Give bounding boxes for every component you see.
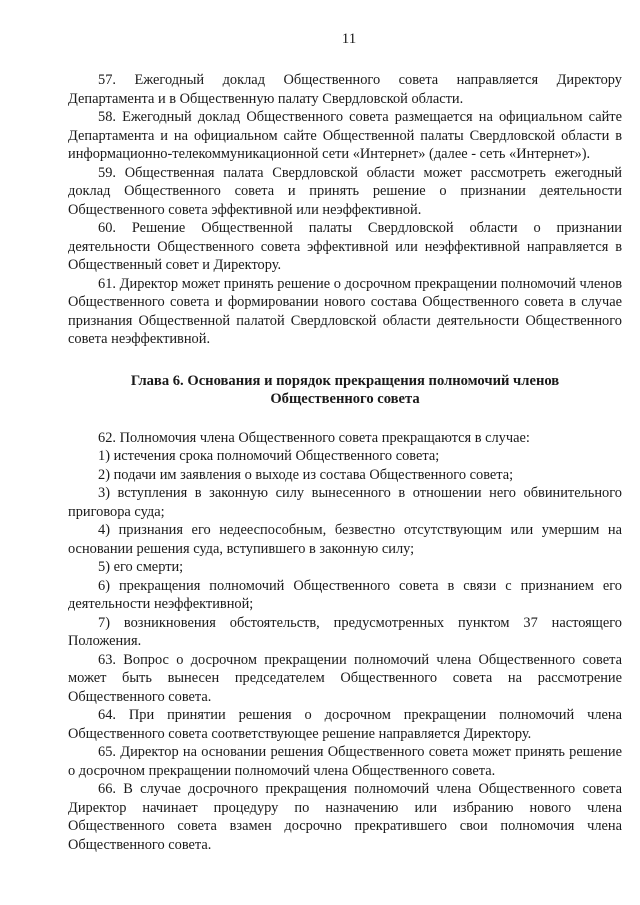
paragraph-59: 59. Общественная палата Свердловской области может рассмотреть ежегодный доклад Общественного совета и принять решение о признании деятельности Общественного совета эффективной или неэффективной. bbox=[68, 164, 622, 218]
list-item-2: 2) подачи им заявления о выходе из состава Общественного совета; bbox=[98, 466, 514, 483]
list-item-6: 6) прекращения полномочий Общественного совета в связи с признанием его деятельности неэффективной; bbox=[68, 577, 622, 612]
paragraph-62: 62. Полномочия члена Общественного совета прекращаются в случае: bbox=[98, 429, 530, 446]
chapter-heading bbox=[68, 372, 622, 408]
chapter-heading-line-1: Глава 6. Основания и порядок прекращения полномочий членов bbox=[130, 372, 560, 389]
paragraph-64: 64. При принятии решения о досрочном прекращении полномочий члена Общественного совета соответствующее решение направляется Директору. bbox=[68, 707, 622, 742]
paragraph-63: 63. Вопрос о досрочном прекращении полномочий члена Общественного совета может быть вынесен председателем Общественного совета на рассмотрение Общественного совета. bbox=[68, 651, 622, 705]
chapter-heading-line-2: Общественного совета bbox=[270, 390, 420, 407]
list-item-1: 1) истечения срока полномочий Общественного совета; bbox=[98, 448, 440, 464]
page-number: 11 bbox=[341, 31, 357, 47]
list-item-4: 4) признания его недееспособным, безвестно отсутствующим или умершим на основании решения суда, вступившего в законную силу; bbox=[68, 522, 622, 557]
list-item-3: 3) вступления в законную силу вынесенного в отношении него обвинительного приговора суда; bbox=[68, 485, 622, 520]
paragraph-60: 60. Решение Общественной палаты Свердловской области о признании деятельности Общественного совета эффективной или неэффективной направляется в Общественный совет и Директору. bbox=[68, 220, 622, 273]
list-item-7: 7) возникновения обстоятельств, предусмотренных пунктом 37 настоящего Положения. bbox=[68, 614, 622, 649]
list-item-5: 5) его смерти; bbox=[98, 559, 184, 575]
document-page bbox=[68, 0, 622, 854]
paragraph-57: 57. Ежегодный доклад Общественного совета направляется Директору Департамента и в Общественную палату Свердловской области. bbox=[68, 72, 622, 107]
paragraph-61: 61. Директор может принять решение о досрочном прекращении полномочий членов Общественного совета и формировании нового состава Общественного совета в случае признания Общественной палатой Свердловской области деятельности Общественного совета неэффективной. bbox=[68, 275, 622, 347]
paragraph-58: 58. Ежегодный доклад Общественного совета размещается на официальном сайте Департамента и на официальном сайте Общественной палаты Свердловской области в информационно-телекоммуникационной сети «Интернет» (далее - сеть «Интернет»). bbox=[68, 109, 622, 162]
paragraph-66: 66. В случае досрочного прекращения полномочий члена Общественного совета Директор начинает процедуру по назначению или избранию нового члена Общественного совета взамен досрочно прекратившего свои полномочия члена Общественного совета. bbox=[68, 781, 622, 853]
paragraph-65: 65. Директор на основании решения Общественного совета может принять решение о досрочном прекращении полномочий члена Общественного совета. bbox=[68, 744, 622, 779]
